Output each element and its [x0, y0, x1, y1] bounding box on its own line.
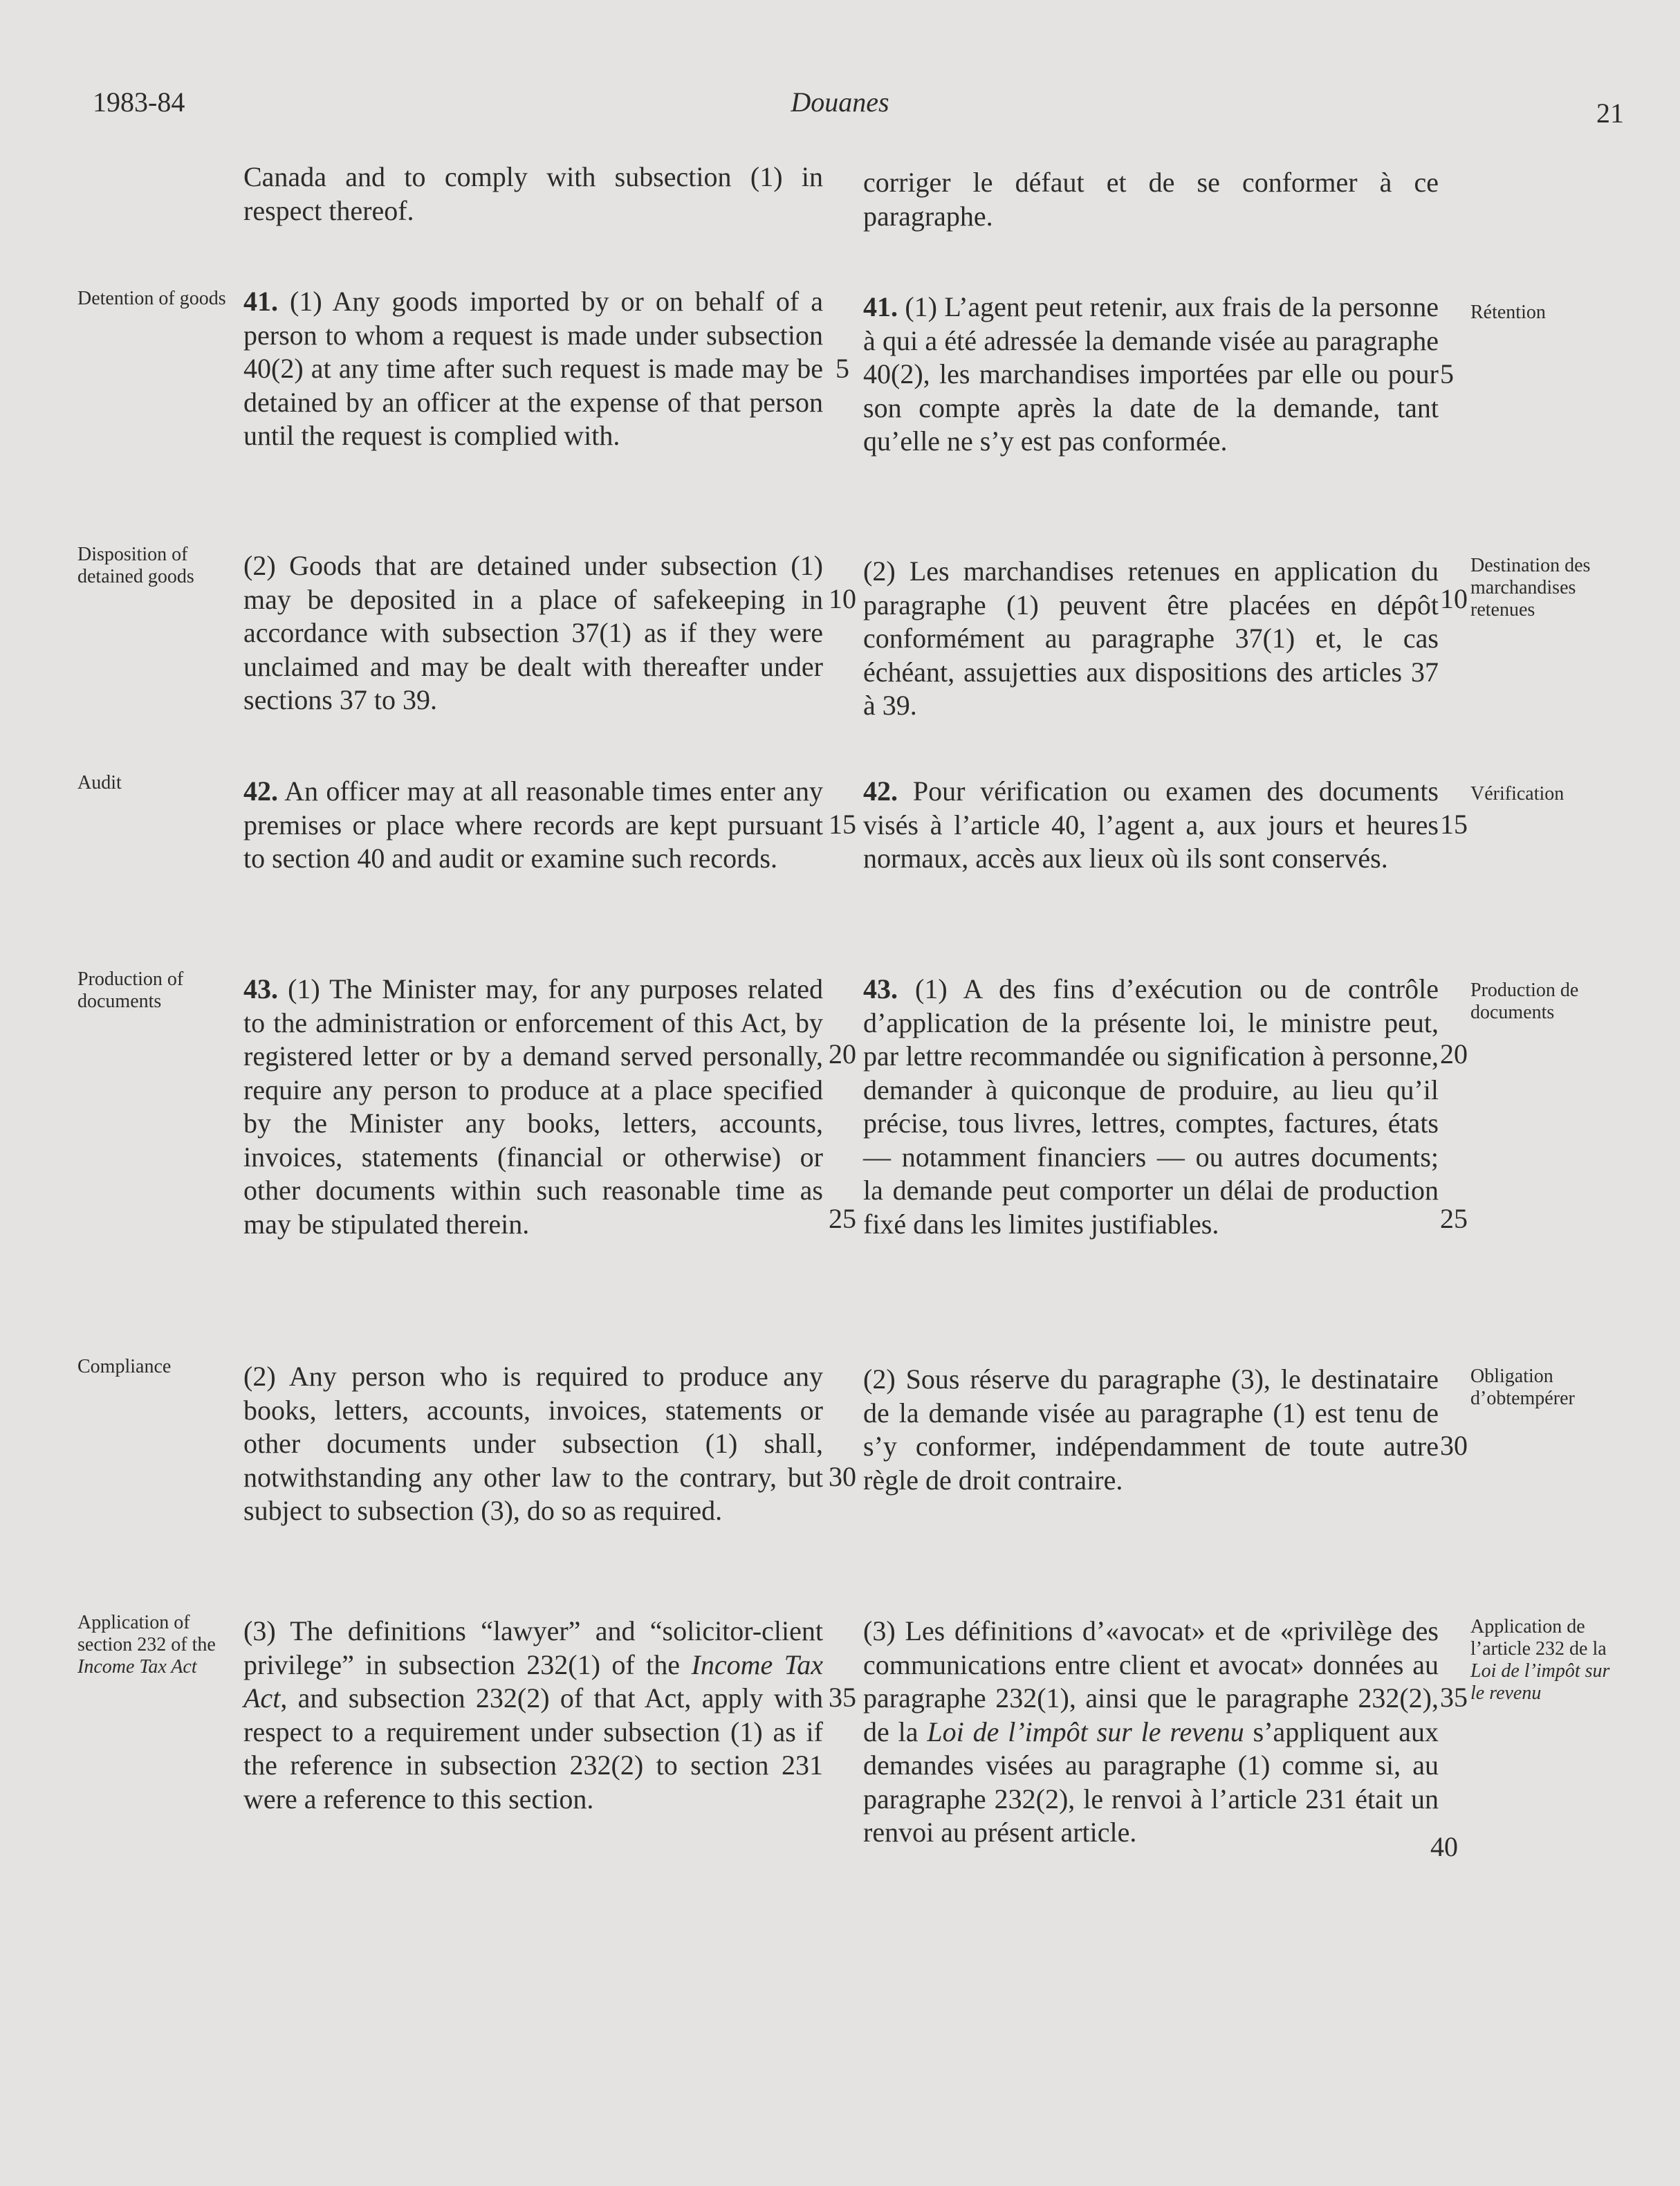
margin-note-fr: Vérification [1470, 783, 1564, 805]
line-number: 10 [1440, 583, 1468, 614]
line-number: 5 [1440, 358, 1454, 389]
section-text-fr [863, 973, 1439, 1241]
margin-note-fr [1470, 1616, 1623, 1705]
section-text-fr [863, 1615, 1439, 1850]
margin-note-en [77, 1612, 230, 1678]
line-number: 10 [829, 583, 856, 614]
section-text-en: (2) Goods that are detained under subsection (1) may be deposited in a place of safekeeping in accordance with subsection 37(1) as if they were unclaimed and may be dealt with thereafter under sections 37 to 39. [243, 550, 823, 715]
page-title: Douanes [791, 86, 889, 118]
intro-text-en: Canada and to comply with subsection (1) in respect thereof. [243, 161, 823, 226]
line-number: 20 [1440, 1038, 1468, 1069]
section-number: 43. [243, 973, 278, 1004]
section-text-en: (2) Any person who is required to produce any books, letters, accounts, invoices, statements or other documents under subsection (1) shall, notwithstanding any other law to the contrary, but subject to subsection (3), do so as required. [243, 1361, 823, 1526]
line-number: 25 [829, 1203, 856, 1234]
margin-note-en: Audit [77, 772, 122, 793]
section-number: 41. [243, 286, 278, 317]
statute-title: Income Tax Act [77, 1656, 197, 1678]
line-number: 25 [1440, 1203, 1468, 1234]
section-body: , and subsection 232(2) of that Act, apply with respect to a requirement under subsection (1) as if the reference in subsection 232(2) to section 231 were a reference to this section. [243, 1682, 823, 1815]
section-body: Pour vérification ou examen des documents visés à l’article 40, l’agent a, aux jours et heures normaux, accès aux lieux où ils sont conservés. [863, 775, 1439, 874]
section-body: (1) The Minister may, for any purposes related to the administration or enforcement of this Act, by registered letter or by a demand served personally, require any person to produce at a place specified by the Minister any books, letters, accounts, invoices, statements (financial or otherwise) or other documents within such reasonable time as may be stipulated therein. [243, 973, 823, 1240]
section-text-en [243, 1615, 823, 1816]
margin-note-fr: Production de documents [1470, 980, 1579, 1023]
section-body: (1) Any goods imported by or on behalf of a person to whom a request is made under subsection 40(2) at any time after such request is made may be detained by an officer at the expense of that person until the request is complied with. [243, 286, 823, 451]
section-number: 43. [863, 973, 898, 1004]
margin-note-fr: Rétention [1470, 302, 1546, 323]
margin-note-en: Production of documents [77, 968, 184, 1012]
statute-title: Loi de l’impôt sur le revenu [927, 1716, 1244, 1747]
section-text-fr: (2) Sous réserve du paragraphe (3), le destinataire de la demande visée au paragraphe (1) est tenu de s’y conformer, indépendamment de toute autre règle de droit contraire. [863, 1363, 1439, 1496]
margin-note-en: Compliance [77, 1356, 172, 1377]
intro-text-fr: corriger le défaut et de se conformer à ce paragraphe. [863, 167, 1439, 232]
statute-title: Loi de l’impôt sur le revenu [1470, 1660, 1610, 1704]
section-body: An officer may at all reasonable times enter any premises or place where records are kept pursuant to section 40 and audit or examine such records. [243, 775, 823, 874]
section-text-en [243, 285, 823, 453]
margin-note-fr: Obligation d’obtempérer [1470, 1366, 1575, 1409]
section-number: 41. [863, 291, 898, 322]
margin-note-en: Disposition of detained goods [77, 544, 194, 587]
margin-note-en: Detention of goods [77, 288, 226, 309]
statute-title: Income Tax Act [243, 1648, 824, 1714]
line-number: 20 [829, 1038, 856, 1069]
section-text-en [243, 973, 823, 1241]
line-number: 30 [1440, 1430, 1468, 1461]
section-body: (3) The definitions “lawyer” and “solicitor-client privilege” in subsection 232(1) of the [243, 1615, 823, 1680]
line-number: 40 [1430, 1831, 1458, 1862]
section-body: s’appliquent aux demandes visées au paragraphe (1) comme si, au paragraphe 232(2), le renvoi à l’article 231 était un renvoi au présent article. [863, 1716, 1439, 1848]
section-text-fr [863, 291, 1439, 459]
section-text-en [243, 775, 823, 876]
section-body: (3) Les définitions d’«avocat» et de «privilège des communications entre client et avocat» données au paragraphe 232(1), ainsi que le paragraphe 232(2), de la [863, 1615, 1439, 1747]
margin-note-text: Application of section 232 of the [77, 1612, 216, 1655]
margin-note-text: Application de l’article 232 de la [1470, 1616, 1607, 1660]
section-text-fr: (2) Les marchandises retenues en application du paragraphe (1) peuvent être placées en dépôt conformément au paragraphe 37(1) et, le cas échéant, assujetties aux dispositions des articles 37 à 39. [863, 555, 1439, 721]
line-number: 30 [829, 1461, 856, 1492]
margin-note-fr: Destination des marchandises retenues [1470, 555, 1591, 621]
section-number: 42. [863, 775, 898, 807]
page-year: 1983-84 [93, 86, 185, 118]
line-number: 15 [1440, 809, 1468, 840]
line-number: 5 [836, 353, 849, 384]
section-body: (1) A des fins d’exécution ou de contrôle d’application de la présente loi, le ministre peut, par lettre recommandée ou signification à personne, demander à quiconque de produire, au lieu qu’il précise, tous livres, lettres, comptes, factures, états — notamment financiers — ou autres documents; la demande peut comporter un délai de production fixé dans les limites justifiables. [863, 973, 1439, 1240]
line-number: 35 [1440, 1682, 1468, 1713]
section-text-fr [863, 775, 1439, 876]
section-body: (1) L’agent peut retenir, aux frais de la personne à qui a été adressée la demande visée au paragraphe 40(2), les marchandises importées par elle ou pour son compte après la date de la demande, tant qu’elle ne s’y est pas conformée. [863, 291, 1439, 457]
page-number: 21 [1596, 98, 1624, 129]
section-number: 42. [243, 775, 278, 807]
line-number: 15 [829, 809, 856, 840]
line-number: 35 [829, 1682, 856, 1713]
